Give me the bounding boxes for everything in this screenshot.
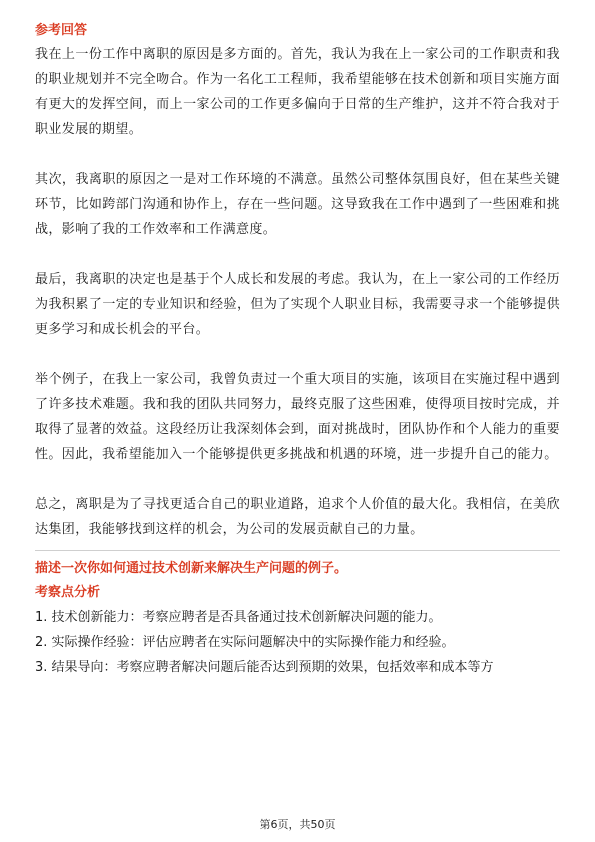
analysis-point-1: 1. 技术创新能力：考察应聘者是否具备通过技术创新解决问题的能力。 — [35, 610, 442, 625]
answer-paragraph-5: 总之，离职是为了寻找更适合自己的职业道路，追求个人价值的最大化。我相信，在美欣达集团，我能够找到这样的机会，为公司的发展贡献自己的力量。 — [35, 497, 560, 537]
next-question-text: 描述一次你如何通过技术创新来解决生产问题的例子。 — [35, 561, 348, 576]
paragraph-spacer — [35, 467, 560, 492]
analysis-title: 考察点分析 — [35, 585, 101, 600]
paragraph-spacer — [35, 342, 560, 367]
answer-paragraph-3: 最后，我离职的决定也是基于个人成长和发展的考虑。我认为，在上一家公司的工作经历为我积累了一定的专业知识和经验，但为了实现个人职业目标，我需要寻求一个能够提供更多学习和成长机会的平台。 — [35, 272, 560, 337]
answer-title: 参考回答 — [35, 23, 88, 38]
answer-paragraph-1: 我在上一份工作中离职的原因是多方面的。首先，我认为我在上一家公司的工作职责和我的职业规划并不完全吻合。作为一名化工工程师，我希望能够在技术创新和项目实施方面有更大的发挥空间，而上一家公司的工作更多偏向于日常的生产维护，这并不符合我对于职业发展的期望。 — [35, 47, 560, 137]
analysis-point-2: 2. 实际操作经验：评估应聘者在实际问题解决中的实际操作能力和经验。 — [35, 635, 455, 650]
answer-paragraph-4: 举个例子，在我上一家公司，我曾负责过一个重大项目的实施，该项目在实施过程中遇到了许多技术难题。我和我的团队共同努力，最终克服了这些困难，使得项目按时完成，并取得了显著的效益。这段经历让我深刻体会到，面对挑战时，团队协作和个人能力的重要性。因此，我希望能加入一个能够提供更多挑战和机遇的环境，进一步提升自己的能力。 — [35, 372, 560, 462]
analysis-point-3: 3. 结果导向：考察应聘者解决问题后能否达到预期的效果，包括效率和成本等方 — [35, 660, 494, 675]
document-page — [35, 20, 560, 680]
paragraph-spacer — [35, 242, 560, 267]
page-number: 第6页，共50页 — [259, 818, 336, 831]
answer-paragraph-2: 其次，我离职的原因之一是对工作环境的不满意。虽然公司整体氛围良好，但在某些关键环节，比如跨部门沟通和协作上，存在一些问题。这导致我在工作中遇到了一些困难和挑战，影响了我的工作效率和工作满意度。 — [35, 172, 560, 237]
section-divider — [35, 550, 560, 551]
paragraph-spacer — [35, 142, 560, 167]
